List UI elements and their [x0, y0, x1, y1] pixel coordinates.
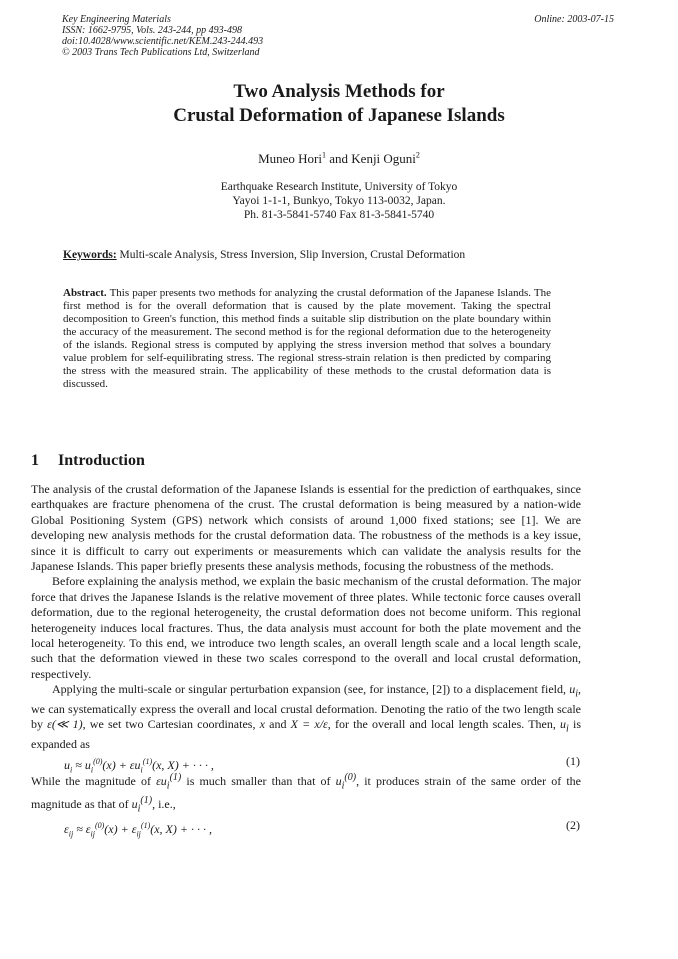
- equation-2-number: (2): [566, 818, 580, 833]
- section-title: Introduction: [58, 452, 145, 469]
- equation-2: [31, 817, 581, 839]
- equation-2-body: $\varepsilon_{ij} \approx \varepsilon_{ij}^{(0)}(x) + \varepsilon_{ij}^{(1)}(x$, X) + · · · ,: [64, 821, 212, 839]
- equation-1-body: $u_i \approx u_i^{(0)}(x) + \varepsilon u_i^{(1)}(x$, X) + · · · ,: [64, 756, 214, 775]
- author-2: Kenji Oguni: [351, 151, 416, 166]
- author-2-affil: 2: [415, 150, 420, 160]
- paragraph-4: While the magnitude of $\varepsilon u_i^{(1)}$ is much smaller than that of $u_i^{(0)}$, it produces strain of the same order of the magnitude as that of $u_i^{(1)}$, i.e.,: [31, 771, 581, 815]
- abstract: [63, 287, 551, 391]
- paragraph-3: Applying the multi-scale or singular perturbation expansion (see, for instance, [2]) to a displacement field, $u_i$, we can systematically express the overall and local crustal deformation. Denoting the ratio of the two length scale by ε(≪ 1), we set two Cartesian coordinates, x and X = x/ε, for the overall and local length scales. Then, $u_i$ is expanded as: [31, 682, 582, 752]
- keywords-text: Multi-scale Analysis, Stress Inversion, Slip Inversion, Crustal Deformation: [119, 249, 466, 261]
- keywords-label: Keywords:: [63, 249, 117, 261]
- affiliation-line-3: Ph. 81-3-5841-5740 Fax 81-3-5841-5740: [243, 209, 435, 221]
- author-list: [0, 151, 678, 167]
- online-date: Online: 2003-07-15: [534, 14, 614, 25]
- section-heading: [31, 451, 145, 471]
- author-conj: and: [326, 151, 352, 166]
- affiliation-line-2: Yayoi 1-1-1, Bunkyo, Tokyo 113-0032, Japan.: [232, 195, 446, 207]
- copyright-line: © 2003 Trans Tech Publications Ltd, Switzerland: [62, 47, 260, 58]
- equation-1-number: (1): [566, 753, 580, 768]
- author-1-affil: 1: [322, 150, 326, 160]
- paragraph-1: The analysis of the crustal deformation of the Japanese Islands is essential for the prediction of earthquakes, since earthquakes are fracture phenomena of the crust. The crustal deformation is being measured by a nation-wide Global Positioning System (GPS) network which consists of around 1,000 fixed stations; see [1]. We are developing new analysis methods for the crustal deformation data. The robustness of the methods is a key issue, since it is difficult to carry out experiments or measurements which can validate the analysis results for the Japanese Islands. This paper briefly presents these analysis methods, focusing the robustness of the methods.: [31, 482, 581, 574]
- abstract-label: Abstract.: [63, 287, 107, 299]
- title-line-1: Two Analysis Methods for: [233, 81, 445, 102]
- section-number: 1: [31, 452, 39, 469]
- author-1: Muneo Hori: [258, 151, 322, 166]
- paragraph-2: Before explaining the analysis method, we explain the basic mechanism of the crustal deformation. The major force that drives the Japanese Islands is the relative movement of three plates. While tectonic force causes overall deformation, due to the regional heterogeneity, the crustal deformation does not become uniform. This regional heterogeneity induces local fractures. Thus, the data analysis must account for both the plate movement and the local heterogeneity. To this end, we introduce two length scales, an overall length scale and a local length scale, such that the deformation viewed in these two scales correspond to the overall and local crustal deformation, respectively.: [31, 574, 581, 681]
- journal-name: Key Engineering Materials: [62, 14, 171, 25]
- title-line-2: Crustal Deformation of Japanese Islands: [173, 105, 505, 126]
- keywords: [63, 248, 623, 262]
- journal-header: [62, 14, 263, 58]
- equation-1: [31, 753, 581, 775]
- affiliation-line-1: Earthquake Research Institute, University of Tokyo: [220, 181, 458, 193]
- paper-title: [0, 80, 678, 128]
- body-text: [31, 482, 582, 839]
- abstract-text: This paper presents two methods for analyzing the crustal deformation of the Japanese Islands. The first method is for the overall deformation that is caused by the plate movement. Taking the spectral decomposition to Green's function, this method finds a suitable slip distribution on the plate boundary within the accuracy of the measurement. The second method is for the regional deformation due to the heterogeneity of the islands. Regional stress is computed by applying the stress inversion method that solves a boundary value problem for self-equilibrating stress. The regional stress-strain relation is then predicted by comparing the stress with the measured strain. The applicability of these methods to the crustal deformation data is discussed.: [63, 287, 551, 390]
- issn-line: ISSN: 1662-9795, Vols. 243-244, pp 493-498: [62, 25, 242, 36]
- doi-line: doi:10.4028/www.scientific.net/KEM.243-244.493: [62, 36, 264, 47]
- affiliation: [0, 180, 678, 222]
